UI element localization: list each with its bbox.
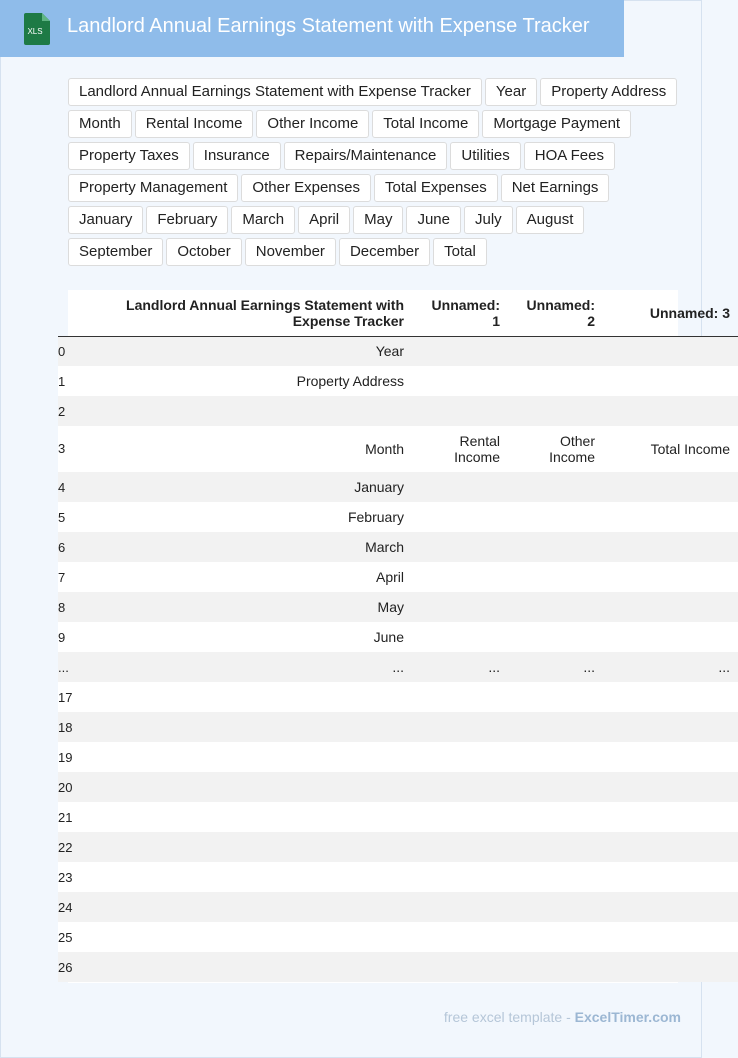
row-index: ... (58, 652, 78, 682)
table-cell: Total Income (603, 426, 738, 472)
table-cell (603, 862, 738, 892)
keyword-tag[interactable]: HOA Fees (524, 142, 615, 170)
table-cell (603, 502, 738, 532)
table-cell (412, 772, 508, 802)
table-cell (78, 862, 412, 892)
keyword-tag[interactable]: July (464, 206, 513, 234)
table-cell (603, 622, 738, 652)
table-cell (412, 336, 508, 366)
table-cell (603, 562, 738, 592)
table-cell: ... (508, 652, 603, 682)
table-cell (603, 396, 738, 426)
excel-icon-label: XLS (27, 27, 43, 36)
footer-credit (444, 1009, 681, 1025)
table-cell (603, 922, 738, 952)
table-cell (412, 892, 508, 922)
table-cell (603, 532, 738, 562)
table-cell: April (78, 562, 412, 592)
row-index: 7 (58, 562, 78, 592)
table-cell: June (78, 622, 412, 652)
table-cell (412, 366, 508, 396)
table-cell (508, 472, 603, 502)
keyword-tag[interactable]: Total (433, 238, 487, 266)
keyword-tag[interactable]: January (68, 206, 143, 234)
row-index: 17 (58, 682, 78, 712)
row-index: 2 (58, 396, 78, 426)
keyword-tag[interactable]: Utilities (450, 142, 520, 170)
column-header (58, 290, 78, 336)
table-cell (412, 562, 508, 592)
row-index: 22 (58, 832, 78, 862)
keyword-tag[interactable]: August (516, 206, 585, 234)
keyword-tag[interactable]: Other Expenses (241, 174, 371, 202)
page-title: Landlord Annual Earnings Statement with Expense Tracker (67, 15, 590, 37)
table-row (58, 742, 738, 772)
table-row (58, 396, 738, 426)
table-cell: ... (78, 652, 412, 682)
keyword-tag[interactable]: Year (485, 78, 537, 106)
table-cell (603, 472, 738, 502)
table-cell (412, 862, 508, 892)
row-index: 6 (58, 532, 78, 562)
table-row (58, 712, 738, 742)
table-row (58, 472, 738, 502)
table-cell (508, 502, 603, 532)
table-row (58, 426, 738, 472)
table-cell (603, 366, 738, 396)
row-index: 23 (58, 862, 78, 892)
table-cell (603, 802, 738, 832)
table-cell (508, 396, 603, 426)
table-cell (412, 532, 508, 562)
column-header: Unnamed: 3 (603, 290, 738, 336)
table-row (58, 652, 738, 682)
table-row (58, 832, 738, 862)
keyword-tag-list (68, 78, 682, 266)
spreadsheet-preview (58, 290, 730, 983)
table-cell (412, 592, 508, 622)
row-index: 1 (58, 366, 78, 396)
table-cell: Rental Income (412, 426, 508, 472)
table-cell (603, 742, 738, 772)
table-row (58, 922, 738, 952)
table-row (58, 862, 738, 892)
table-cell (508, 742, 603, 772)
table-cell (412, 832, 508, 862)
row-index: 9 (58, 622, 78, 652)
row-index: 18 (58, 712, 78, 742)
keyword-tag[interactable]: October (166, 238, 241, 266)
table-cell (412, 802, 508, 832)
table-cell (78, 682, 412, 712)
keyword-tag[interactable]: February (146, 206, 228, 234)
table-cell (508, 562, 603, 592)
keyword-tag[interactable]: April (298, 206, 350, 234)
keyword-tag[interactable]: Other Income (256, 110, 369, 138)
table-cell (78, 832, 412, 862)
table-row (58, 952, 738, 982)
row-index: 8 (58, 592, 78, 622)
table-cell (508, 366, 603, 396)
table-cell (78, 922, 412, 952)
table-cell (508, 892, 603, 922)
table-cell (412, 952, 508, 982)
table-cell (78, 802, 412, 832)
data-table (58, 290, 738, 982)
table-cell: ... (603, 652, 738, 682)
keyword-tag[interactable]: June (406, 206, 461, 234)
keyword-tag[interactable]: Total Income (372, 110, 479, 138)
table-cell: January (78, 472, 412, 502)
table-cell (78, 396, 412, 426)
keyword-tag[interactable]: Property Address (540, 78, 677, 106)
table-cell: February (78, 502, 412, 532)
table-row (58, 502, 738, 532)
column-header: Unnamed: 1 (412, 290, 508, 336)
table-cell (412, 712, 508, 742)
table-cell (78, 892, 412, 922)
table-cell (508, 622, 603, 652)
table-cell (603, 682, 738, 712)
row-index: 5 (58, 502, 78, 532)
table-row (58, 562, 738, 592)
table-cell (603, 952, 738, 982)
keyword-tag[interactable]: Mortgage Payment (482, 110, 631, 138)
table-row (58, 892, 738, 922)
table-row (58, 592, 738, 622)
table-row (58, 366, 738, 396)
table-row (58, 802, 738, 832)
table-cell (508, 712, 603, 742)
table-cell: May (78, 592, 412, 622)
row-index: 26 (58, 952, 78, 982)
row-index: 19 (58, 742, 78, 772)
table-cell: Month (78, 426, 412, 472)
table-cell (603, 712, 738, 742)
table-cell (412, 682, 508, 712)
table-cell: Property Address (78, 366, 412, 396)
header-bar (0, 0, 624, 57)
table-cell: March (78, 532, 412, 562)
column-header: Unnamed: 2 (508, 290, 603, 336)
table-row (58, 772, 738, 802)
row-index: 0 (58, 336, 78, 366)
keyword-tag[interactable]: December (339, 238, 430, 266)
table-cell (412, 472, 508, 502)
table-cell (508, 922, 603, 952)
table-row (58, 336, 738, 366)
table-cell (508, 772, 603, 802)
row-index: 20 (58, 772, 78, 802)
table-cell (412, 396, 508, 426)
keyword-tag[interactable]: Total Expenses (374, 174, 498, 202)
row-index: 25 (58, 922, 78, 952)
keyword-tag[interactable]: September (68, 238, 163, 266)
table-cell: Other Income (508, 426, 603, 472)
row-index: 24 (58, 892, 78, 922)
footer-brand-link[interactable]: ExcelTimer.com (574, 1009, 681, 1025)
table-header-row (58, 290, 738, 336)
table-row (58, 682, 738, 712)
row-index: 3 (58, 426, 78, 472)
keyword-tag[interactable]: March (231, 206, 295, 234)
table-cell (412, 742, 508, 772)
table-cell (603, 336, 738, 366)
keyword-tag[interactable]: Month (68, 110, 132, 138)
table-cell (508, 682, 603, 712)
table-cell (508, 532, 603, 562)
table-cell (78, 712, 412, 742)
table-cell (78, 772, 412, 802)
table-cell (508, 592, 603, 622)
table-cell: Year (78, 336, 412, 366)
table-cell (508, 832, 603, 862)
row-index: 4 (58, 472, 78, 502)
keyword-tag[interactable]: Property Taxes (68, 142, 190, 170)
keyword-tag[interactable]: Insurance (193, 142, 281, 170)
table-row (58, 532, 738, 562)
table-cell (508, 802, 603, 832)
table-cell (78, 742, 412, 772)
keyword-tag[interactable]: Landlord Annual Earnings Statement with Expense Tracker (68, 78, 482, 106)
keyword-tag[interactable]: Net Earnings (501, 174, 610, 202)
row-index: 21 (58, 802, 78, 832)
keyword-tag[interactable]: May (353, 206, 403, 234)
table-cell (508, 862, 603, 892)
table-cell (412, 502, 508, 532)
excel-file-icon (22, 13, 50, 45)
table-cell (78, 952, 412, 982)
table-row (58, 622, 738, 652)
keyword-tag[interactable]: Repairs/Maintenance (284, 142, 448, 170)
table-cell (508, 336, 603, 366)
keyword-tag[interactable]: Property Management (68, 174, 238, 202)
table-cell (412, 622, 508, 652)
table-cell (603, 772, 738, 802)
table-cell (603, 892, 738, 922)
table-cell (603, 592, 738, 622)
keyword-tag[interactable]: Rental Income (135, 110, 254, 138)
table-cell (412, 922, 508, 952)
keyword-tag[interactable]: November (245, 238, 336, 266)
footer-prefix: free excel template - (443, 1009, 575, 1025)
column-header: Landlord Annual Earnings Statement with Expense Tracker (78, 290, 412, 336)
table-cell (508, 952, 603, 982)
table-cell: ... (412, 652, 508, 682)
table-cell (603, 832, 738, 862)
